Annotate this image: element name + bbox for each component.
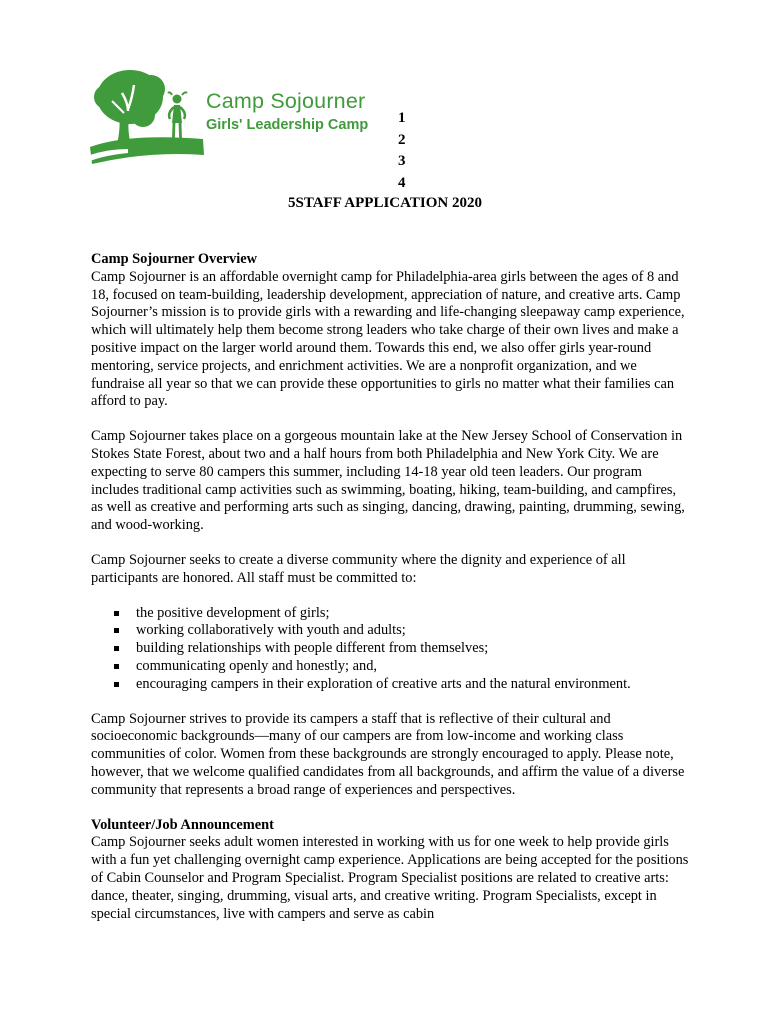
page-title: 5STAFF APPLICATION 2020 (288, 195, 482, 211)
line-number: 4 (398, 174, 406, 191)
list-item (91, 640, 691, 658)
commitment-list (91, 605, 691, 694)
list-item-text: working collaboratively with youth and adults; (136, 622, 406, 639)
list-item (91, 622, 691, 640)
line-number: 1 (398, 110, 406, 126)
overview-paragraph: Camp Sojourner is an affordable overnight camp for Philadelphia-area girls between the ages of 8 and 18, focused on team-building, leadership development, appreciation of nature, and creative arts. Camp Sojourner’s mission is to provide girls with a rewarding and life-changing sleepaway camp experience, which will ultimately help them become strong leaders who take charge of their own lives and make a positive impact on the larger world around them. Towards this end, we also offer girls year-round mentoring, service projects, and enrichment activities. We are a nonprofit organization, and we fundraise all year so that we can provide these opportunities to girls no matter what their families can afford to pay. (91, 268, 685, 410)
logo-title: Camp Sojourner (206, 89, 366, 113)
list-item-text: encouraging campers in their exploration of creative arts and the natural environment. (136, 675, 631, 692)
overview-heading: Camp Sojourner Overview (91, 251, 258, 267)
list-item (91, 658, 691, 676)
location-paragraph: Camp Sojourner takes place on a gorgeous mountain lake at the New Jersey School of Conservation in Stokes State Forest, about two and a half hours from both Philadelphia and New York City. We are expecting to serve 80 campers this summer, including 14-18 year old teen leaders. Our program includes traditional camp activities such as swimming, boating, hiking, team-building, and campfires, as well as creative and performing arts such as singing, dancing, drawing, painting, drumming, sewing, and wood-working. (91, 428, 685, 534)
line-number: 2 (398, 131, 406, 148)
list-item (91, 605, 691, 623)
list-item (91, 676, 691, 694)
camp-logo (88, 63, 388, 173)
list-item-text: communicating openly and honestly; and, (136, 657, 377, 674)
document-body (91, 251, 691, 940)
list-item-text: building relationships with people different from themselves; (136, 640, 489, 657)
announcement-paragraph: Camp Sojourner seeks adult women interested in working with us for one week to help provide girls with a fun yet challenging overnight camp experience. Applications are being accepted for the positions of Cabin Counselor and Program Specialist. Program Specialist positions are related to creative arts: dance, theater, singing, drumming, visual arts, and creative writing. Program Specialists, except in special circumstances, live with campers and serve as cabin (91, 834, 689, 922)
list-item-text: the positive development of girls; (136, 604, 330, 621)
bullet-icon (114, 628, 119, 633)
announcement-heading: Volunteer/Job Announcement (91, 816, 274, 833)
logo-subtitle: Girls' Leadership Camp (206, 117, 369, 133)
commitment-paragraph: Camp Sojourner seeks to create a diverse community where the dignity and experience of all participants are honored. All staff must be committed to: (91, 551, 626, 586)
bullet-icon (114, 664, 119, 669)
tree-and-girl-logo-icon (88, 63, 208, 173)
bullet-icon (114, 611, 119, 616)
line-numbers (398, 108, 406, 194)
bullet-icon (114, 682, 119, 687)
bullet-icon (114, 646, 119, 651)
diversity-paragraph: Camp Sojourner strives to provide its campers a staff that is reflective of their cultural and socioeconomic backgrounds—many of our campers are from low-income and working class communities of color. Women from these backgrounds are strongly encouraged to apply. Please note, however, that we welcome qualified candidates from all backgrounds, and affirm the value of a diverse community that represents a broad range of experiences and perspectives. (91, 710, 685, 798)
line-number: 3 (398, 153, 406, 169)
